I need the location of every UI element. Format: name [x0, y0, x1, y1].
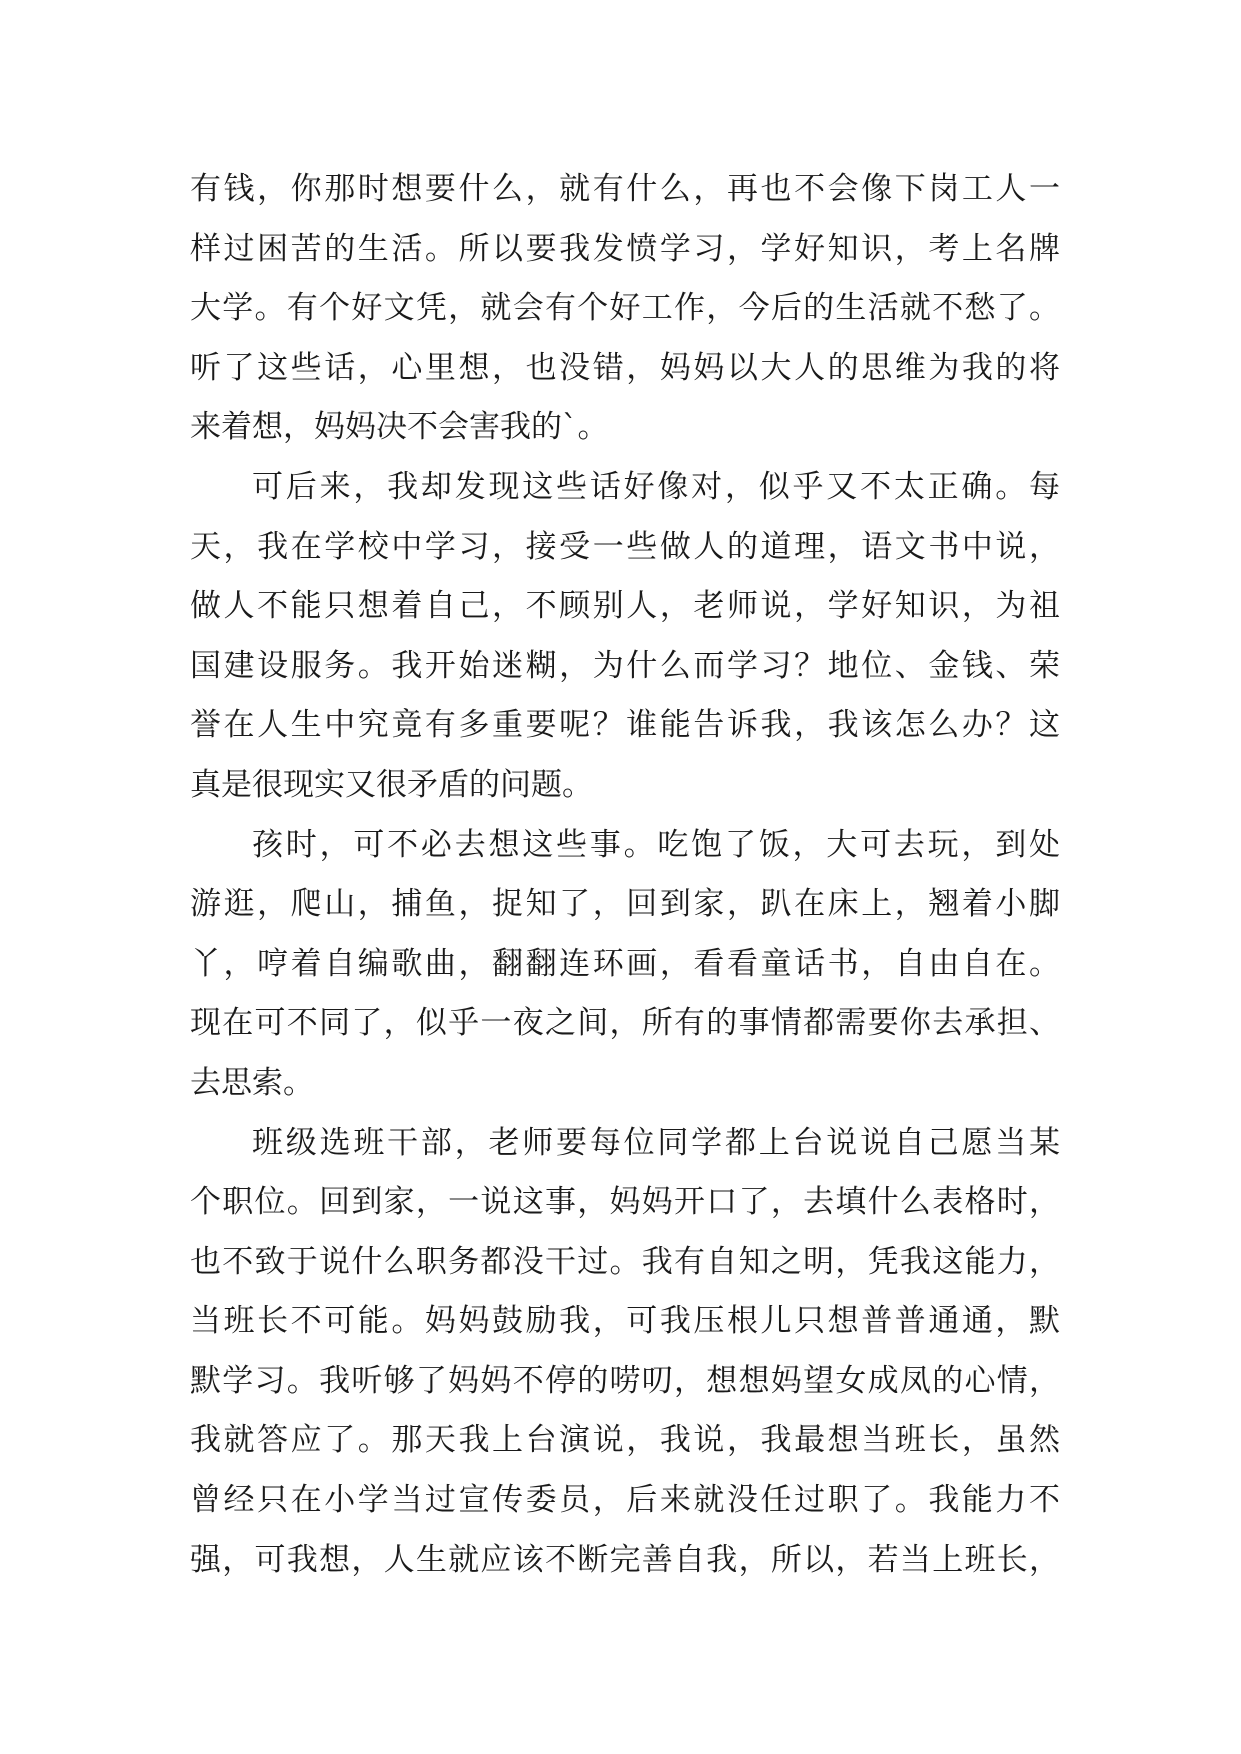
text-line: 游逛，爬山，捕鱼，捉知了，回到家，趴在床上，翘着小脚	[190, 886, 1060, 923]
text-line: 样过困苦的生活。所以要我发愤学习，学好知识，考上名牌	[190, 230, 1060, 267]
text-line: 大学。有个好文凭，就会有个好工作，今后的生活就不愁了。	[190, 290, 1060, 327]
text-line: 现在可不同了，似乎一夜之间，所有的事情都需要你去承担、	[190, 1005, 1060, 1042]
text-line: 孩时，可不必去想这些事。吃饱了饭，大可去玩，到处	[252, 826, 1060, 863]
text-line: 丫，哼着自编歌曲，翻翻连环画，看看童话书，自由自在。	[190, 945, 1060, 982]
text-line: 当班长不可能。妈妈鼓励我，可我压根儿只想普普通通，默	[190, 1303, 1060, 1340]
text-line: 可后来，我却发现这些话好像对，似乎又不太正确。每	[252, 468, 1060, 505]
text-line: 听了这些话，心里想，也没错，妈妈以大人的思维为我的将	[190, 349, 1060, 386]
text-line: 誉在人生中究竟有多重要呢？谁能告诉我，我该怎么办？这	[190, 707, 1060, 744]
text-line: 默学习。我听够了妈妈不停的唠叨，想想妈望女成凤的心情，	[190, 1362, 1060, 1399]
text-line: 去思索。	[190, 1064, 314, 1101]
text-line: 国建设服务。我开始迷糊，为什么而学习？地位、金钱、荣	[190, 647, 1060, 684]
body-text	[190, 160, 1060, 1590]
text-line: 做人不能只想着自己，不顾别人，老师说，学好知识，为祖	[190, 588, 1060, 625]
text-line: 我就答应了。那天我上台演说，我说，我最想当班长，虽然	[190, 1422, 1060, 1459]
text-line: 班级选班干部，老师要每位同学都上台说说自己愿当某	[252, 1124, 1060, 1161]
text-line: 曾经只在小学当过宣传委员，后来就没任过职了。我能力不	[190, 1482, 1060, 1519]
text-line: 强，可我想，人生就应该不断完善自我，所以，若当上班长，	[190, 1541, 1060, 1578]
text-line: 天，我在学校中学习，接受一些做人的道理，语文书中说，	[190, 528, 1060, 565]
text-line: 有钱，你那时想要什么，就有什么，再也不会像下岗工人一	[190, 171, 1060, 207]
text-line: 个职位。回到家，一说这事，妈妈开口了，去填什么表格时，	[190, 1184, 1060, 1221]
text-line: 来着想，妈妈决不会害我的`。	[190, 409, 609, 446]
text-line: 真是很现实又很矛盾的问题。	[190, 766, 593, 803]
text-line: 也不致于说什么职务都没干过。我有自知之明，凭我这能力，	[190, 1243, 1060, 1280]
